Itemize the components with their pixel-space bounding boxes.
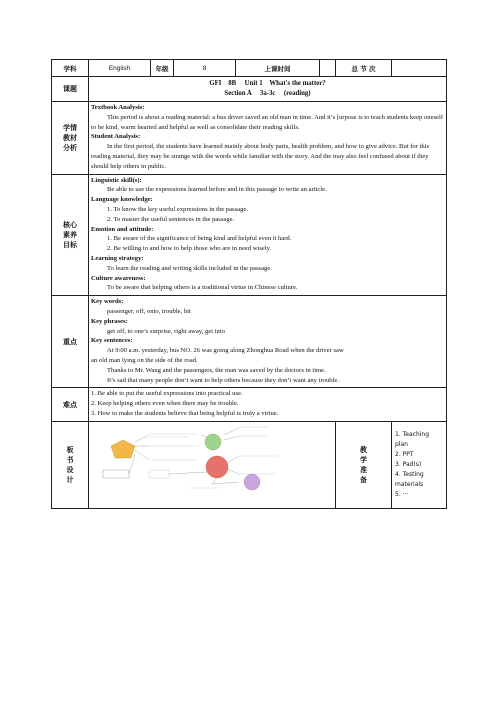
lesson-plan-page (51, 59, 446, 509)
key-phrases-heading: Key phrases: (91, 317, 128, 325)
board-design-cell (89, 421, 336, 508)
textbook-text: This period is about a reading material: a bus driver saved an old man in time. And it’s [urpose is to teach students keep oneself to be kind, warm hearted and helpful as well as consolidate their reading skills. (91, 113, 444, 131)
board-pentagon-node (111, 440, 135, 458)
difficulty-item: 3. How to make the students believe that being helpful is truly a virtue. (91, 409, 279, 417)
lesson-plan-table (51, 59, 447, 509)
key-points-content (89, 296, 447, 388)
textbook-heading: Textbook Analysis: (91, 104, 145, 111)
key-points-row (52, 296, 447, 388)
topic-label: 课题 (52, 77, 89, 102)
analysis-row (52, 102, 447, 175)
subject-label: 学科 (52, 60, 89, 77)
prep-item: 2. PPT (395, 450, 414, 458)
board-note-box (103, 470, 129, 478)
key-sentence: an old man lying on the side of the road. (91, 356, 198, 364)
board-green-node (205, 434, 221, 450)
key-sentence: Thanks to Mr. Wang and the passengers, the man was saved by the doctors in time. (107, 366, 326, 374)
grade-value: 8 (174, 60, 236, 77)
key-sentence: It’s sad that many people don’t want to help others because they don’t want any trouble. (107, 376, 339, 384)
topic-line-2: Section A 3a-3c (reading) (224, 90, 311, 97)
board-label: 板 书 设 计 (52, 421, 89, 508)
key-sentence: At 9:00 a.m. yesterday, bus NO. 26 was going along Zhonghua Road when the driver saw (107, 347, 344, 355)
strategy-heading: Learning strategy: (91, 254, 144, 262)
prep-item: 5. ··· (395, 490, 409, 498)
strategy-text: To learn the reading and writing skills included in the passage. (107, 264, 272, 272)
knowledge-item: 1. To know the key useful expressions in the passage. (107, 205, 248, 213)
board-red-node (206, 456, 228, 478)
key-points-label: 重点 (52, 296, 89, 388)
key-words-heading: Key words: (91, 298, 124, 306)
culture-text: To be aware that helping others is a traditional virtue in Chinese culture. (107, 284, 298, 292)
emotion-item: 1. Be aware of the significance of being kind and helpful even it hard. (107, 235, 292, 243)
topic-row (52, 77, 447, 102)
student-heading: Student Analysis: (91, 133, 141, 141)
time-value (320, 60, 336, 77)
goals-label: 核心 素养 目标 (52, 174, 89, 296)
difficulty-item: 1. Be able to put the useful expressions into practical use. (91, 390, 243, 398)
prep-label: 教 学 准 备 (336, 421, 392, 508)
time-label: 上课时间 (236, 60, 320, 77)
topic-title (89, 77, 447, 102)
topic-line-1: GFI 8B Unit 1 What's the matter? (209, 80, 326, 87)
difficulty-item: 2. Keep helping others even when there may be trouble. (91, 400, 239, 408)
board-design-diagram (89, 422, 336, 494)
key-phrases-text: get off, to one’s surprise, right away, get into (107, 327, 225, 335)
emotion-heading: Emotion and attitude: (91, 225, 154, 233)
key-words-text: passenger, off, onto, trouble, hit (107, 307, 191, 315)
header-row (52, 60, 447, 77)
student-text: In the first period, the students have learned mainly about body parts, health problem, and how to give advice. But for this reading material, they may be strange with the words while familiar with the story. And the may also feel confused about if they should help others in public. (91, 143, 430, 170)
knowledge-item: 2. To master the useful sentences in the passage. (107, 215, 235, 223)
key-sentences-heading: Key sentences: (91, 337, 133, 345)
board-purple-node (244, 474, 260, 490)
board-row (52, 421, 447, 508)
analysis-label: 学情 教材 分析 (52, 102, 89, 175)
total-value (392, 60, 447, 77)
prep-list (392, 421, 447, 508)
linguistic-heading: Linguistic skill(s): (91, 176, 142, 184)
emotion-item: 2. Be willing to and how to help those who are in need wisely. (107, 245, 272, 253)
culture-heading: Culture awareness: (91, 274, 146, 282)
goals-row (52, 174, 447, 296)
prep-item: 3. Pad(s) (395, 460, 422, 468)
grade-label: 年级 (151, 60, 174, 77)
prep-item: 1. Teaching plan (395, 430, 430, 448)
board-note-box (149, 470, 169, 478)
total-label: 总 节 次 (336, 60, 392, 77)
difficulties-label: 难点 (52, 388, 89, 421)
linguistic-text: Be able to use the expressions learned before and in this passage to write an article. (107, 186, 327, 194)
difficulties-content (89, 388, 447, 421)
goals-content (89, 174, 447, 296)
knowledge-heading: Language knowledge: (91, 196, 153, 204)
analysis-content (89, 102, 447, 175)
prep-item: 4. Testing materials (395, 470, 424, 488)
subject-value: English (89, 60, 151, 77)
difficulties-row (52, 388, 447, 421)
